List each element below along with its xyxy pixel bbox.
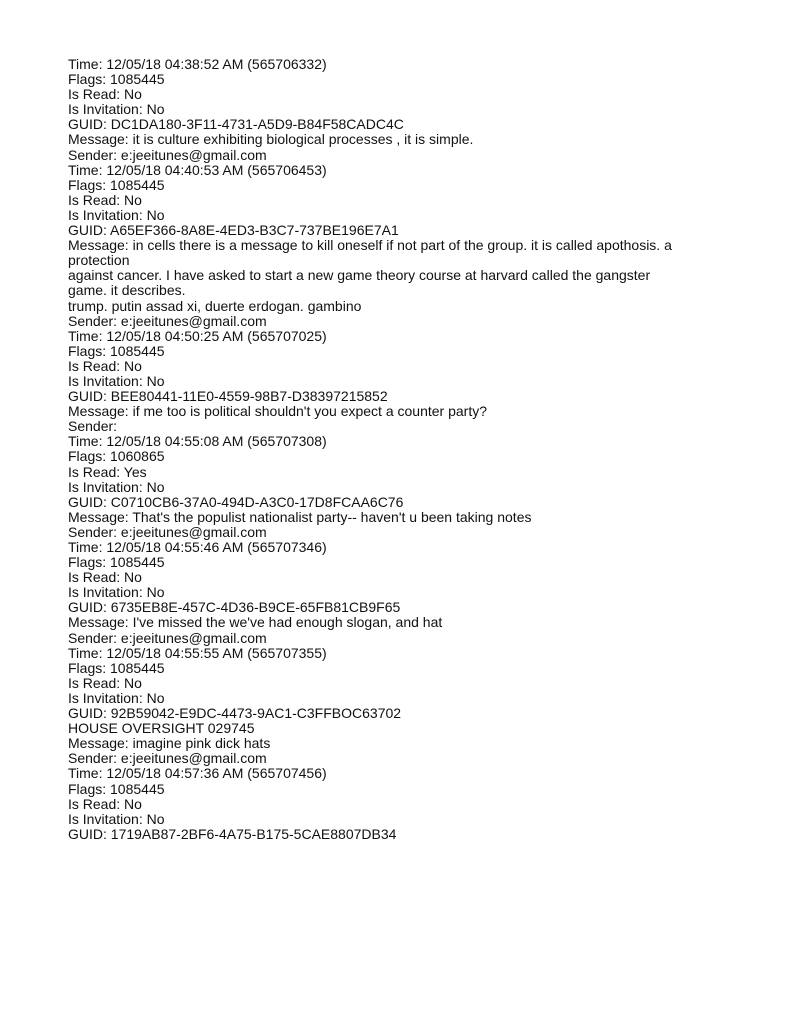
text-line: Message: imagine pink dick hats xyxy=(68,735,271,752)
document-page xyxy=(68,57,768,842)
text-line: Time: 12/05/18 04:50:25 AM (565707025) xyxy=(68,327,327,344)
text-line: Is Invitation: No xyxy=(68,478,165,495)
text-line: Flags: 1085445 xyxy=(68,342,165,359)
text-line: GUID: 1719AB87-2BF6-4A75-B175-5CAE8807DB34 xyxy=(68,825,397,842)
text-line: Flags: 1085445 xyxy=(68,554,165,571)
text-line: trump. putin assad xi, duerte erdogan. gambino xyxy=(68,297,362,314)
text-line: Is Read: No xyxy=(68,86,142,103)
text-line: Is Read: No xyxy=(68,674,142,691)
bates-stamp: HOUSE OVERSIGHT 029745 xyxy=(68,720,255,737)
text-line: Is Invitation: No xyxy=(68,810,165,827)
text-line: Sender: e:jeeitunes@gmail.com xyxy=(68,312,267,329)
text-line: game. it describes. xyxy=(68,282,186,299)
text-line: Sender: e:jeeitunes@gmail.com xyxy=(68,523,267,540)
text-line: Is Invitation: No xyxy=(68,689,165,706)
text-line: Is Read: Yes xyxy=(68,463,147,480)
text-line: Is Invitation: No xyxy=(68,584,165,601)
text-line: Message: I've missed the we've had enough slogan, and hat xyxy=(68,614,443,631)
text-line: Flags: 1085445 xyxy=(68,71,165,88)
text-line: Sender: e:jeeitunes@gmail.com xyxy=(68,629,267,646)
text-line: Is Invitation: No xyxy=(68,101,165,118)
text-line: protection xyxy=(68,252,130,269)
text-line: GUID: DC1DA180-3F11-4731-A5D9-B84F58CADC4C xyxy=(68,116,404,133)
text-line: Message: in cells there is a message to kill oneself if not part of the group. it is called apothosis. a xyxy=(68,237,672,254)
text-line: GUID: C0710CB6-37A0-494D-A3C0-17D8FCAA6C76 xyxy=(68,493,404,510)
text-line: Is Read: No xyxy=(68,357,142,374)
text-line: against cancer. I have asked to start a new game theory course at harvard called the gangster xyxy=(68,267,651,284)
text-line: Flags: 1085445 xyxy=(68,659,165,676)
text-line: Is Read: No xyxy=(68,569,142,586)
text-line: Time: 12/05/18 04:55:08 AM (565707308) xyxy=(68,433,327,450)
text-line: Message: it is culture exhibiting biological processes , it is simple. xyxy=(68,131,474,148)
text-line: Is Read: No xyxy=(68,191,142,208)
text-line: Flags: 1085445 xyxy=(68,780,165,797)
text-line: Is Read: No xyxy=(68,795,142,812)
text-line: Time: 12/05/18 04:40:53 AM (565706453) xyxy=(68,161,327,178)
text-line: Sender: e:jeeitunes@gmail.com xyxy=(68,750,267,767)
text-line: GUID: BEE80441-11E0-4559-98B7-D38397215852 xyxy=(68,388,388,405)
text-line: Time: 12/05/18 04:55:55 AM (565707355) xyxy=(68,644,327,661)
text-line: GUID: A65EF366-8A8E-4ED3-B3C7-737BE196E7A1 xyxy=(68,222,399,239)
text-line: Sender: e:jeeitunes@gmail.com xyxy=(68,146,267,163)
text-line: Time: 12/05/18 04:38:52 AM (565706332) xyxy=(68,56,327,72)
text-line: Time: 12/05/18 04:55:46 AM (565707346) xyxy=(68,539,327,555)
text-line: Sender: xyxy=(68,418,118,435)
text-line: Message: if me too is political shouldn't you expect a counter party? xyxy=(68,403,488,420)
text-line: Flags: 1060865 xyxy=(68,448,165,465)
text-line: Flags: 1085445 xyxy=(68,176,165,193)
text-line: GUID: 6735EB8E-457C-4D36-B9CE-65FB81CB9F65 xyxy=(68,599,401,616)
text-line: Is Invitation: No xyxy=(68,206,165,223)
text-line: Is Invitation: No xyxy=(68,372,165,389)
text-line: Time: 12/05/18 04:57:36 AM (565707456) xyxy=(68,765,327,782)
text-line: GUID: 92B59042-E9DC-4473-9AC1-C3FFBOC63702 xyxy=(68,705,402,722)
text-line: Message: That's the populist nationalist party-- haven't u been taking notes xyxy=(68,508,532,525)
